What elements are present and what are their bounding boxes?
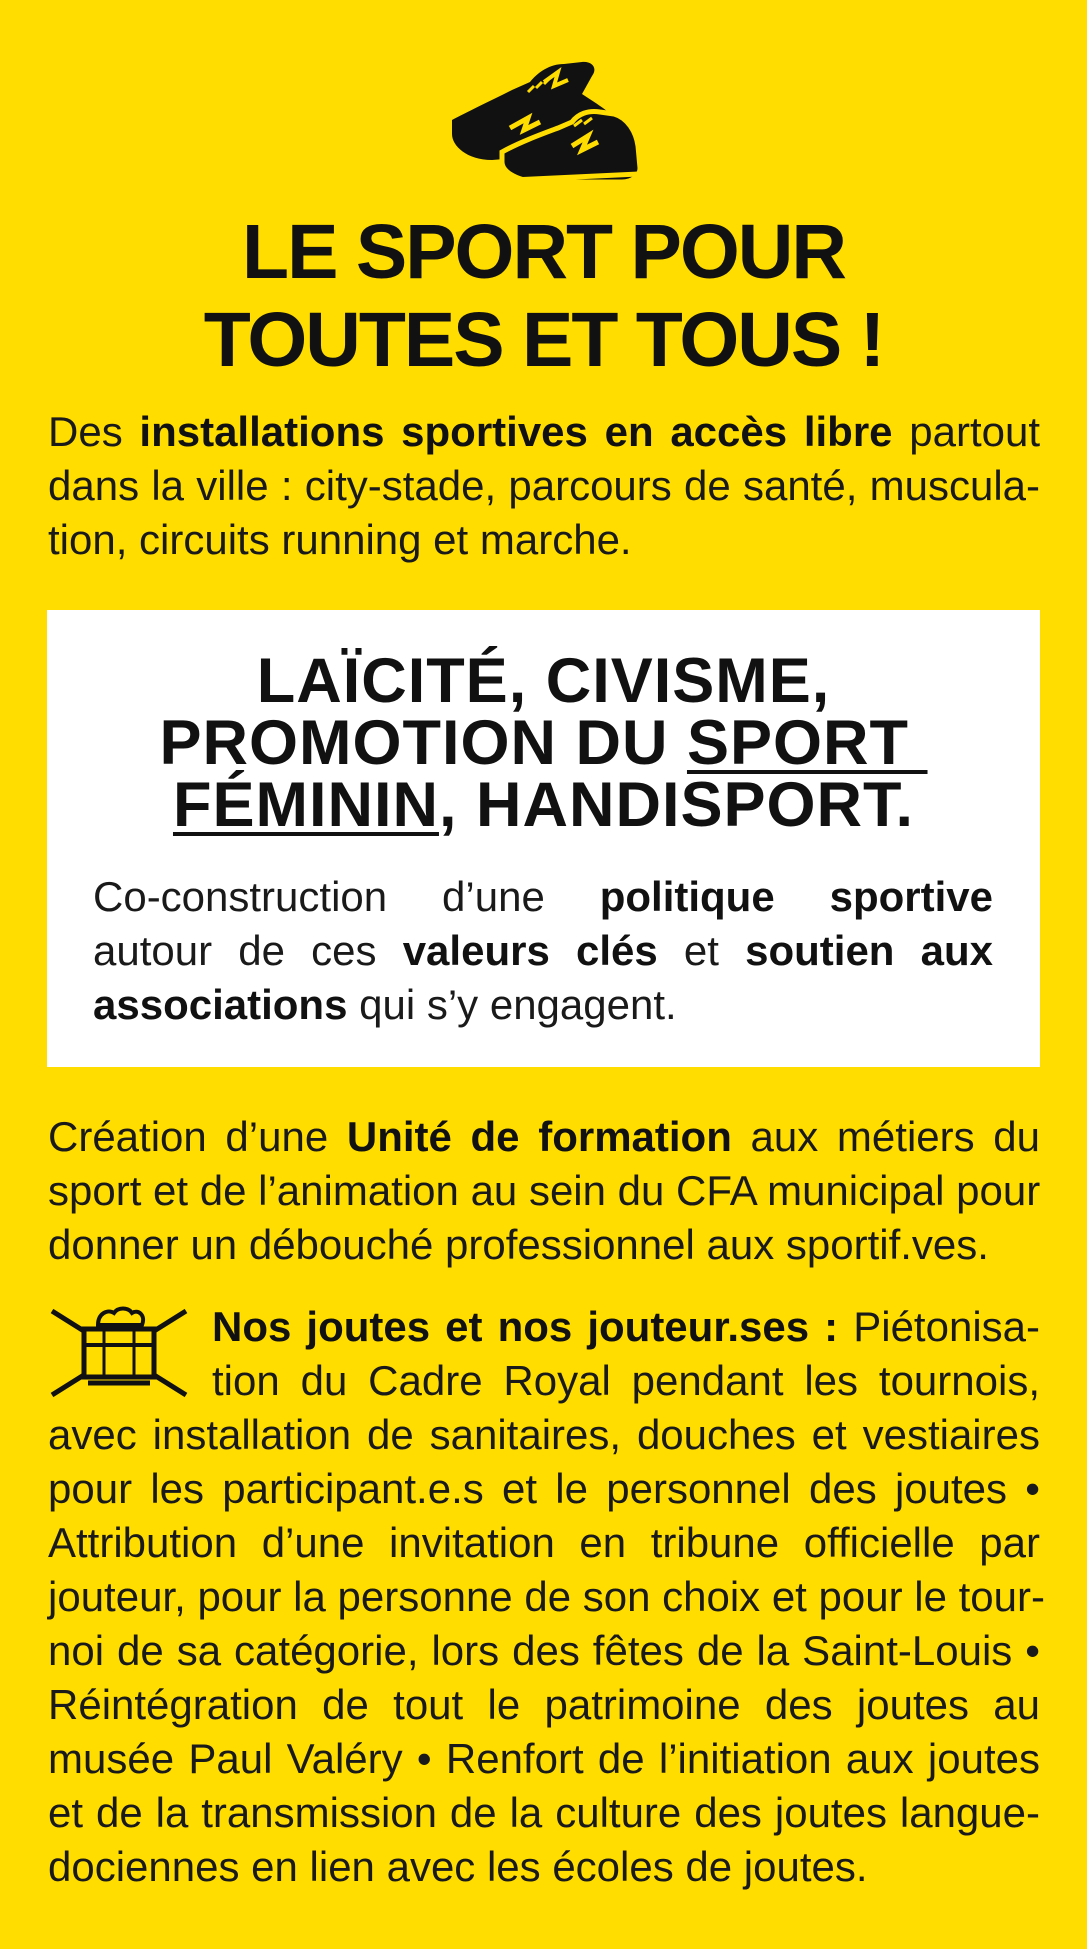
intro-paragraph [48, 405, 1040, 567]
intro-line: tion, circuits running et marche. [48, 516, 632, 563]
intro-line: dans la ville : city-stade, parcours de santé, muscula- [48, 462, 1040, 509]
training-paragraph: Création d’une Unité de formation aux métiers du sport et de l’animation au sein du CFA municipal pour donner un débouché professionnel aux sportif.ves. [48, 1113, 1041, 1268]
intro-line: Des installations sportives en accès libre partout [48, 408, 1040, 455]
page-title [0, 208, 1087, 384]
joutes-paragraph: Nos joutes et nos jouteur.ses : Piétonisa- tion du Cadre Royal pendant les tournois, avec installation de sanitaires, douches et vestiaires pour les participant.e.s et le personnel des joutes • Attribution d’une invitation en tribune officielle par jouteur, pour la personne de son choix et pour le tour- noi de sa catégorie, lors des fêtes de la Saint-Louis • Réintégration de tout le patrimoine des joutes au musée Paul Valéry • Renfort de l’initiation aux joutes et de la transmission de la culture des joutes langue- dociennes en lien avec les écoles de joutes. [48, 1303, 1045, 1890]
values-heading: LAÏCITÉ, CIVISME, PROMOTION DU SPORT FÉMININ, HANDISPORT. [159, 646, 915, 840]
sneakers-icon [432, 42, 652, 192]
values-body: Co-construction d’une politique sportive autour de ces valeurs clés et soutien aux associations qui s’y engagent. [93, 873, 994, 1028]
title-line-2: TOUTES ET TOUS ! [203, 297, 884, 383]
title-line-1: LE SPORT POUR [242, 209, 845, 295]
values-box [47, 610, 1040, 1067]
